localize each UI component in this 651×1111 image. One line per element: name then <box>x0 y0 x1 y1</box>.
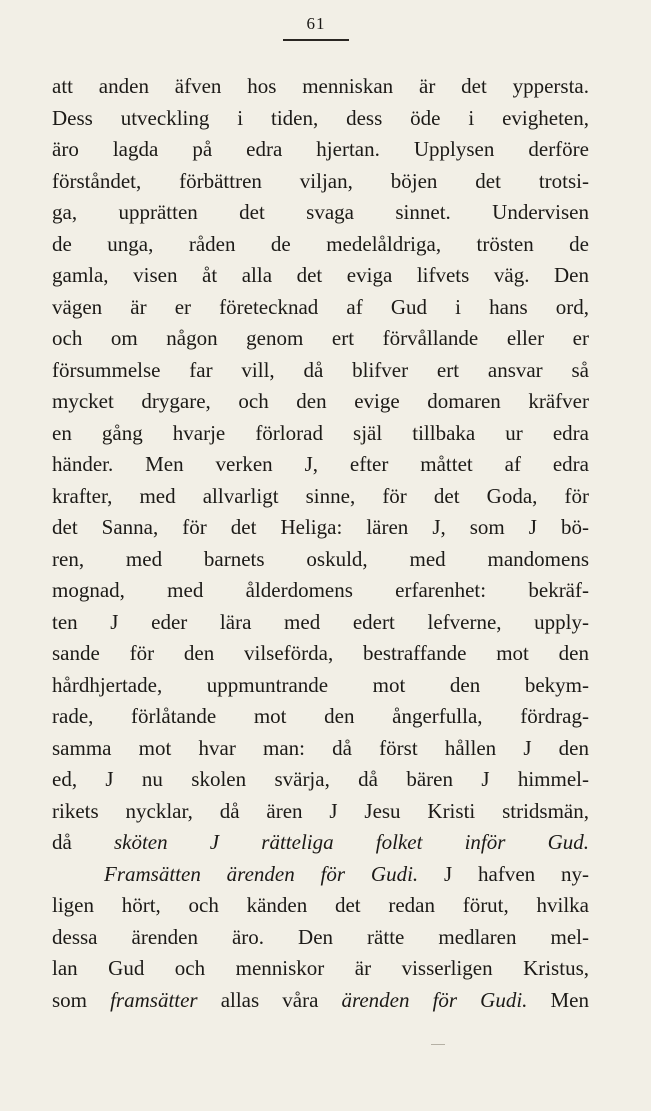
text-segment: som <box>52 987 111 1012</box>
text-segment: gamla, visen åt alla det eviga lifvets väg. Den <box>52 263 589 287</box>
text-line <box>52 670 589 702</box>
body-text <box>52 71 589 1016</box>
text-segment: att anden äfven hos menniskan är det yppersta. <box>52 74 589 98</box>
text-line <box>52 166 589 198</box>
text-segment: ed, J nu skolen svärja, då bären J himmel- <box>52 767 589 791</box>
text-line <box>52 229 589 261</box>
text-line <box>52 449 589 481</box>
text-line <box>52 575 589 607</box>
text-line <box>52 386 589 418</box>
text-line <box>52 890 589 922</box>
text-line <box>52 323 589 355</box>
text-segment: J hafven ny- <box>418 861 589 886</box>
text-line <box>52 733 589 765</box>
text-line <box>52 71 589 103</box>
text-line <box>52 953 589 985</box>
text-line <box>52 260 589 292</box>
text-line <box>52 512 589 544</box>
text-line <box>52 544 589 576</box>
printer-mark <box>431 1044 445 1045</box>
text-segment: ligen hört, och känden det redan förut, hvilka <box>52 893 589 917</box>
page-number: 61 <box>306 14 326 33</box>
text-segment: mycket drygare, och den evige domaren kräfver <box>52 389 589 413</box>
text-segment: ga, upprätten det svaga sinnet. Undervisen <box>52 200 589 224</box>
italic-text: framsätter <box>110 987 198 1012</box>
text-line <box>52 481 589 513</box>
text-line <box>52 859 589 891</box>
text-segment: rade, förlåtande mot den ångerfulla, fördrag- <box>52 704 589 728</box>
text-segment: då <box>52 830 114 854</box>
text-line <box>52 607 589 639</box>
text-segment: lan Gud och menniskor är visserligen Kristus, <box>52 956 589 980</box>
text-line <box>52 355 589 387</box>
text-line <box>52 197 589 229</box>
text-line <box>52 796 589 828</box>
text-segment: och om någon genom ert förvållande eller er <box>52 326 589 350</box>
text-line <box>52 638 589 670</box>
text-segment: krafter, med allvarligt sinne, för det Goda, för <box>52 483 589 508</box>
text-segment: händer. Men verken J, efter måttet af edra <box>52 452 589 476</box>
text-segment: sande för den vilseförda, bestraffande mot den <box>52 641 589 665</box>
text-segment: hårdhjertade, uppmuntrande mot den bekym- <box>52 672 589 697</box>
text-segment: mognad, med ålderdomens erfarenhet: bekräf- <box>52 578 589 602</box>
text-segment: äro lagda på edra hjertan. Upplysen derföre <box>52 137 589 161</box>
text-segment: Dess utveckling i tiden, dess öde i evigheten, <box>52 105 589 130</box>
text-segment: rikets nycklar, då ären J Jesu Kristi stridsmän, <box>52 798 589 823</box>
italic-text: sköten J rätteliga folket inför Gud. <box>113 830 589 854</box>
italic-text: ärenden för Gudi. <box>341 987 528 1012</box>
text-segment: de unga, råden de medelåldriga, trösten de <box>52 231 589 256</box>
text-line <box>52 922 589 954</box>
text-segment: ren, med barnets oskuld, med mandomens <box>52 546 589 571</box>
text-line <box>52 764 589 796</box>
text-line <box>52 134 589 166</box>
text-line <box>52 701 589 733</box>
text-segment: försummelse far vill, då blifver ert ansvar så <box>52 357 589 382</box>
text-segment: samma mot hvar man: då först hållen J den <box>52 735 589 760</box>
text-segment: allas våra <box>197 987 342 1012</box>
text-line <box>52 418 589 450</box>
text-line <box>52 985 589 1017</box>
text-segment: Men <box>527 987 589 1012</box>
text-segment: ten J eder lära med edert lefverne, upply- <box>52 609 589 634</box>
text-line <box>52 827 589 859</box>
text-segment: det Sanna, för det Heliga: lären J, som J bö- <box>52 515 589 539</box>
text-segment: dessa ärenden äro. Den rätte medlaren mel- <box>52 924 589 949</box>
page-number-rule <box>283 39 349 41</box>
text-segment: vägen är er företecknad af Gud i hans ord, <box>52 294 589 319</box>
text-segment: en gång hvarje förlorad själ tillbaka ur edra <box>52 420 589 445</box>
text-segment: förståndet, förbättren viljan, böjen det trotsi- <box>52 168 589 193</box>
text-line <box>52 103 589 135</box>
text-line <box>52 292 589 324</box>
italic-text: Framsätten ärenden för Gudi. <box>104 861 419 886</box>
